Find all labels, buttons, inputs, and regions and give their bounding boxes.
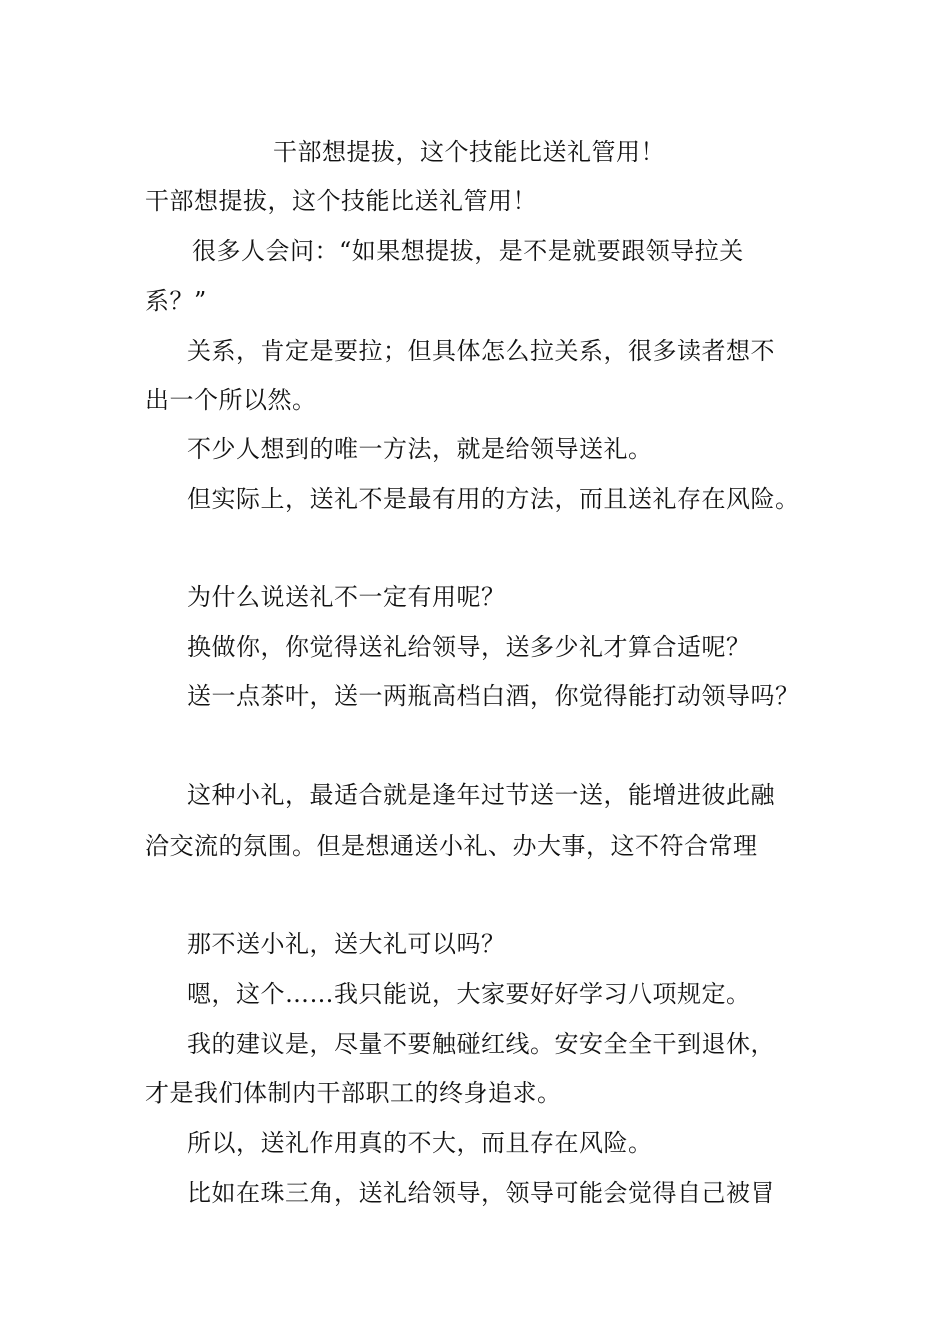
paragraph-line: 为什么说送礼不一定有用呢？ — [187, 583, 506, 611]
paragraph-line: 干部想提拔，这个技能比送礼管用！ — [145, 187, 537, 215]
paragraph-line: 但实际上，送礼不是最有用的方法，而且送礼存在风险。 — [187, 485, 800, 513]
paragraph-line: 比如在珠三角，送礼给领导，领导可能会觉得自己被冒 — [187, 1179, 775, 1207]
paragraph-line: 不少人想到的唯一方法，就是给领导送礼。 — [187, 435, 653, 463]
paragraph-line: 系？” — [145, 287, 207, 315]
paragraph-line: 出一个所以然。 — [145, 386, 317, 414]
paragraph-line: 很多人会问：“如果想提拔，是不是就要跟领导拉关 — [192, 237, 744, 265]
paragraph-line: 那不送小礼，送大礼可以吗？ — [187, 930, 506, 958]
paragraph-line: 洽交流的氛围。但是想通送小礼、办大事，这不符合常理 — [145, 832, 758, 860]
paragraph-line: 我的建议是，尽量不要触碰红线。安安全全干到退休， — [187, 1030, 775, 1058]
paragraph-line: 所以，送礼作用真的不大，而且存在风险。 — [187, 1129, 653, 1157]
paragraph-line: 才是我们体制内干部职工的终身追求。 — [145, 1079, 562, 1107]
document-title: 干部想提拔，这个技能比送礼管用！ — [273, 138, 665, 166]
paragraph-line: 关系，肯定是要拉；但具体怎么拉关系，很多读者想不 — [187, 337, 775, 365]
paragraph-line: 这种小礼，最适合就是逢年过节送一送，能增进彼此融 — [187, 781, 775, 809]
paragraph-line: 嗯，这个……我只能说，大家要好好学习八项规定。 — [187, 980, 751, 1008]
paragraph-line: 换做你，你觉得送礼给领导，送多少礼才算合适呢？ — [187, 633, 751, 661]
paragraph-line: 送一点茶叶，送一两瓶高档白酒，你觉得能打动领导吗？ — [187, 682, 800, 710]
